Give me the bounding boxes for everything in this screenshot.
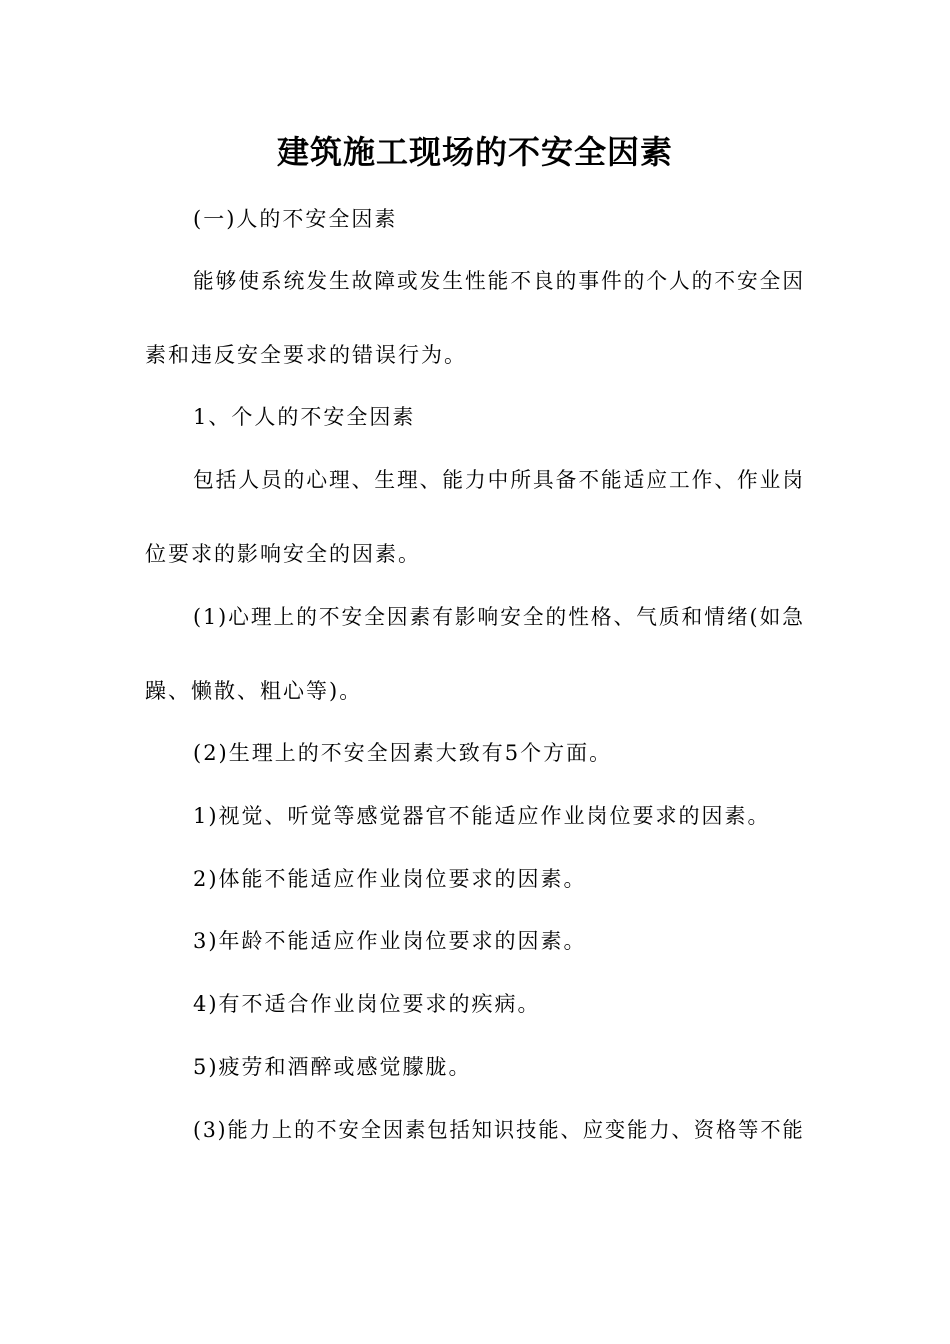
paragraph-line: 位要求的影响安全的因素。 <box>145 542 421 566</box>
paragraph-line: (1)心理上的不安全因素有影响安全的性格、气质和情绪(如急 <box>193 605 805 629</box>
paragraph-line: (2)生理上的不安全因素大致有5个方面。 <box>193 741 613 765</box>
paragraph-line: 包括人员的心理、生理、能力中所具备不能适应工作、作业岗 <box>193 468 805 492</box>
list-item: 5)疲劳和酒醉或感觉朦胧。 <box>193 1055 472 1079</box>
subsection-heading: 1、个人的不安全因素 <box>193 405 416 429</box>
paragraph-line: 素和违反安全要求的错误行为。 <box>145 343 467 367</box>
list-item: 3)年龄不能适应作业岗位要求的因素。 <box>193 929 587 953</box>
paragraph-line: 能够使系统发生故障或发生性能不良的事件的个人的不安全因 <box>193 269 805 293</box>
document-title: 建筑施工现场的不安全因素 <box>276 133 673 171</box>
paragraph-line: (3)能力上的不安全因素包括知识技能、应变能力、资格等不能 <box>193 1118 805 1142</box>
list-item: 2)体能不能适应作业岗位要求的因素。 <box>193 867 587 891</box>
section-heading: (一)人的不安全因素 <box>193 207 398 231</box>
paragraph-line: 躁、懒散、粗心等)。 <box>145 679 363 703</box>
list-item: 1)视觉、听觉等感觉器官不能适应作业岗位要求的因素。 <box>193 804 771 828</box>
list-item: 4)有不适合作业岗位要求的疾病。 <box>193 992 541 1016</box>
